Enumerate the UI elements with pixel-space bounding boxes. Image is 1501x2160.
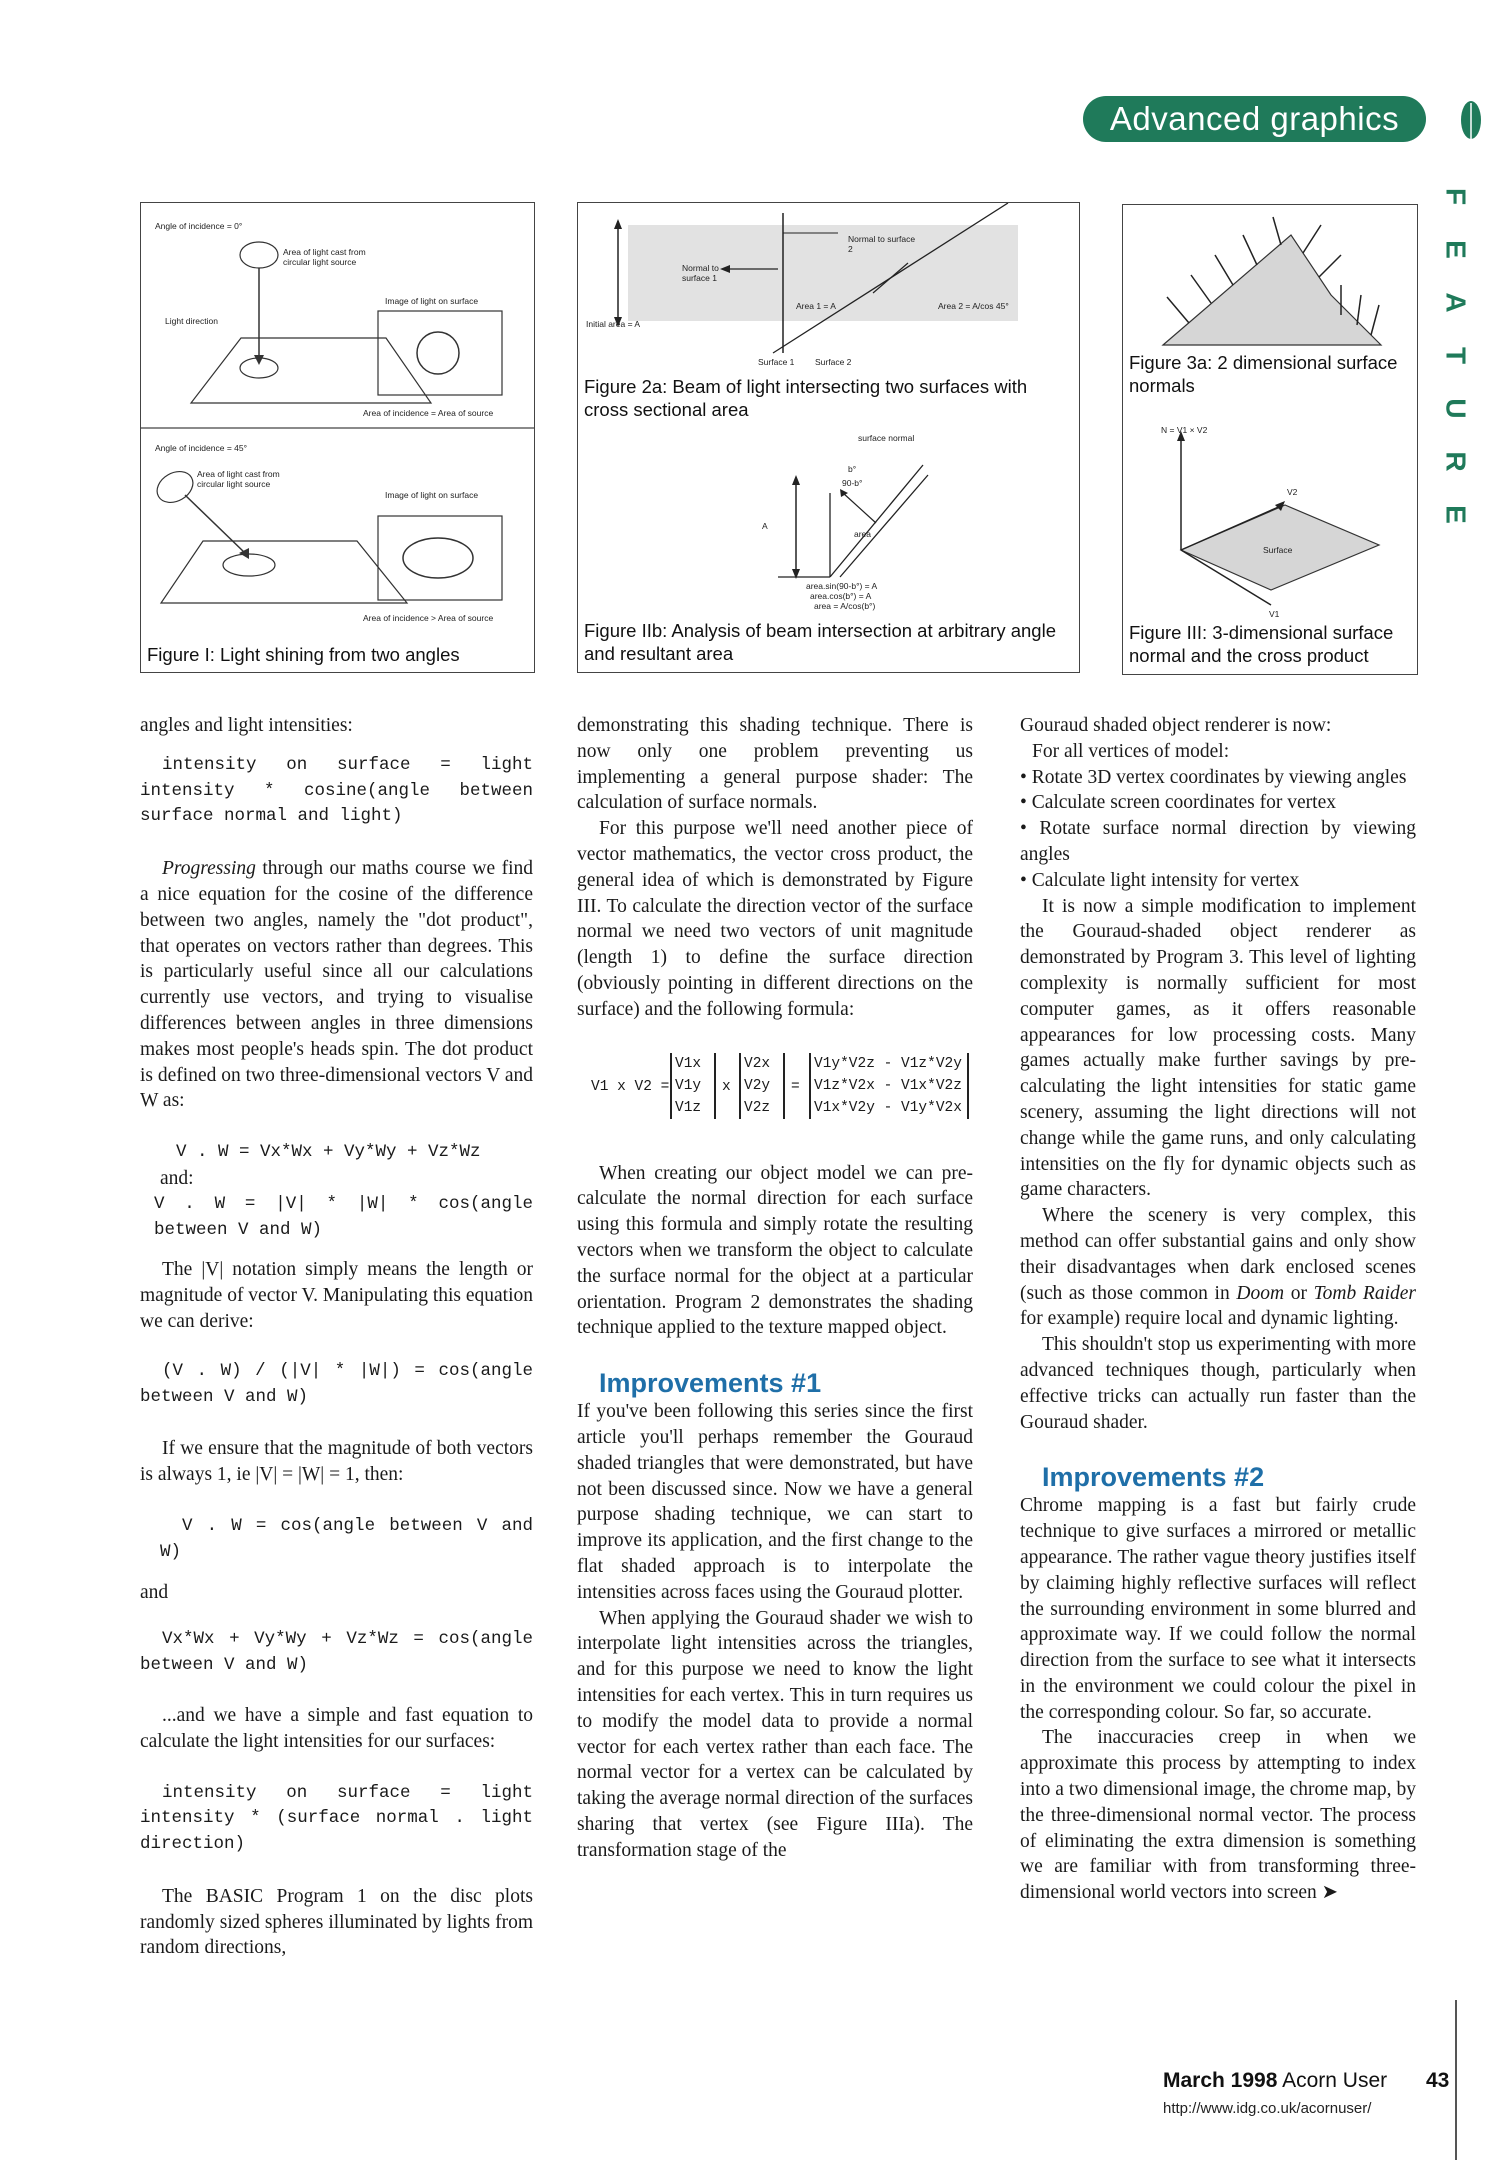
col1-code-3: V . W = |V| * |W| * cos(angle between V and W) <box>154 1193 544 1240</box>
figure-3a-caption: Figure 3a: 2 dimensional surface normals <box>1129 352 1398 396</box>
fig1-image-bottom: Image of light on surface <box>385 490 479 500</box>
footer-issue <box>1163 2069 1387 2093</box>
col1-para-2 <box>140 856 533 1114</box>
figure-3-diagram <box>1123 205 1417 674</box>
col1-code-6: Vx*Wx + Vy*Wy + Vz*Wz = cos(angle between V and W) <box>140 1629 544 1676</box>
col1-code-2: V . W = Vx*Wx + Vy*Wy + Vz*Wz <box>176 1142 481 1163</box>
page-number: 43 <box>1426 2069 1450 2092</box>
formula-eq: = <box>791 1078 800 1095</box>
column-3 <box>1020 713 1416 1906</box>
col3-para-1: Gouraud shaded object renderer is now: <box>1020 715 1332 736</box>
col2-para-3: When creating our object model we can pre-calculate the normal direction for each surface using this formula and simply rotate the resulting vectors when we transform the object to calculate the surface normal for the object at a particular orientation. Program 2 demonstrates the shading technique applied to the texture mapped object. <box>577 1162 973 1339</box>
figure-1-caption: Figure I: Light shining from two angles <box>147 644 460 665</box>
col1-and-2: and <box>140 1581 169 1603</box>
col1-para-4: If we ensure that the magnitude of both vectors is always 1, ie |V| = |W| = 1, then: <box>140 1438 533 1486</box>
formula-v1-x: V1x <box>675 1055 702 1072</box>
footer-rule <box>1455 2000 1457 2160</box>
fig1-area-cast-top: Area of light cast from circular light source <box>283 247 366 267</box>
col1-code-7: intensity on surface = light intensity * (surface normal . light direction) <box>140 1782 544 1855</box>
fig1-angle-0: Angle of incidence = 0° <box>155 221 243 231</box>
fig1-image-top: Image of light on surface <box>385 296 479 306</box>
fig3-n-equals: N = V1 × V2 <box>1161 425 1208 435</box>
fig2b-eq-3: area = A/cos(b°) <box>814 601 876 611</box>
figure-2b-caption: Figure IIb: Analysis of beam intersection at arbitrary angle and resultant area <box>584 620 1056 664</box>
col3-para-5: This shouldn't stop us experimenting with more advanced techniques though, particularly when effective tricks can actually run faster than the Gouraud shader. <box>1020 1334 1416 1433</box>
col3-bullet-4: • Calculate light intensity for vertex <box>1020 869 1300 891</box>
col1-code-5: V . W = cos(angle between V and W) <box>160 1515 544 1562</box>
fig2b-b-angle: b° <box>848 464 857 474</box>
figure-1 <box>140 202 535 673</box>
figure-2 <box>577 202 1080 673</box>
formula-result-matrix <box>809 1053 969 1119</box>
continue-arrow-icon: ➤ <box>1321 1882 1338 1904</box>
fig2b-a: A <box>762 521 768 531</box>
formula-res-y: V1z*V2x - V1x*V2z <box>814 1077 962 1094</box>
col3-para-4-b: for example) require local and dynamic lighting. <box>1020 1308 1399 1330</box>
leaf-icon <box>1456 98 1486 142</box>
col3-para-7 <box>1020 1725 1416 1906</box>
col2-para-2: For this purpose we'll need another piece of vector mathematics, the vector cross product, the general idea of which is demonstrated by Figure III. To calculate the direction vector of the surface normal we need two vectors of unit magnitude (length 1) to define the surface direction (obviously pointing in different directions on the surface) and the following formula: <box>577 818 973 1020</box>
formula-x: x <box>722 1078 731 1095</box>
col1-para-3: The |V| notation simply means the length or magnitude of vector V. Manipulating this equation we can derive: <box>140 1259 534 1332</box>
formula-v2-matrix <box>739 1053 785 1119</box>
col1-para-5: ...and we have a simple and fast equation to calculate the light intensities for our surfaces: <box>140 1704 533 1752</box>
fig2b-area: area <box>854 529 872 539</box>
fig3-v2: V2 <box>1287 487 1298 497</box>
fig2a-normal-1: Normal to surface 1 <box>682 263 719 283</box>
formula-res-x: V1y*V2z - V1z*V2y <box>814 1055 962 1072</box>
fig1-inequality: Area of incidence > Area of source <box>363 613 494 623</box>
col3-para-7-text: The inaccuracies creep in when we approximate this process by attempting to index into a two dimensional image, the chrome map, by the three-dimensional normal vector. The process of eliminating the extra dimension is something we are familiar with from transforming three-dimensional world vectors into screen <box>1020 1727 1416 1904</box>
col3-para-3: It is now a simple modification to implement the Gouraud-shaded object renderer as demonstrated by Program 3. This level of lighting complexity is normally sufficient for most computer games, as it offers reasonable appearances for low processing costs. Many games actually make further savings by pre-calculating the light intensities for static game scenery, assuming the light directions will not change while the game runs, and only calculating intensities on the fly for dynamic objects such as game characters. <box>1020 895 1416 1201</box>
fig2a-area-2: Area 2 = A/cos 45° <box>938 301 1009 311</box>
figure-3 <box>1122 204 1418 675</box>
fig1-angle-45: Angle of incidence = 45° <box>155 443 248 453</box>
fig2a-surface-1: Surface 1 <box>758 357 795 367</box>
fig1-area-cast-bottom: Area of light cast from circular light source <box>197 469 280 489</box>
cross-product-formula <box>577 1043 973 1135</box>
column-1 <box>140 713 544 1961</box>
footer-url[interactable]: http://www.idg.co.uk/acornuser/ <box>1163 2100 1372 2117</box>
fig2a-area-1: Area 1 = A <box>796 301 836 311</box>
fig2b-90-b: 90-b° <box>842 478 863 488</box>
figure-2a-caption: Figure 2a: Beam of light intersecting two surfaces with cross sectional area <box>584 376 1028 420</box>
section-title: Advanced graphics <box>1083 96 1426 142</box>
fig3-surface: Surface <box>1263 545 1293 555</box>
fig1-equality: Area of incidence = Area of source <box>363 408 494 418</box>
col2-para-4: If you've been following this series since the first article you'll perhaps remember the Gouraud shaded triangles that were demonstrated, but have not been discussed since. Now we have a general purpose shading technique, we can start to improve its application, and the first change to the flat shaded approach is to interpolate the intensities across faces using the Gouraud plotter. <box>577 1401 973 1603</box>
col3-or: or <box>1284 1282 1314 1304</box>
fig2b-eq-2: area.cos(b°) = A <box>810 591 872 601</box>
col3-tomb-raider: Tomb Raider <box>1313 1282 1416 1304</box>
col3-para-4 <box>1020 1203 1416 1332</box>
col1-code-1: intensity on surface = light intensity * cosine(angle between surface normal and light) <box>140 754 544 827</box>
feature-label: F E A T U R E <box>1440 187 1472 524</box>
col1-code-4: (V . W) / (|V| * |W|) = cos(angle between V and W) <box>140 1360 544 1407</box>
fig2b-eq-1: area.sin(90-b°) = A <box>806 581 878 591</box>
col1-para-6: The BASIC Program 1 on the disc plots randomly sized spheres illuminated by lights from random directions, <box>140 1885 533 1959</box>
footer-date: March 1998 <box>1163 2069 1278 2092</box>
figure-3-caption: Figure III: 3-dimensional surface normal and the cross product <box>1129 622 1394 666</box>
figure-1-diagram <box>141 203 534 672</box>
formula-v1-y: V1y <box>675 1077 702 1094</box>
formula-v1-matrix <box>670 1053 716 1119</box>
improvements-1-heading: Improvements #1 <box>599 1368 822 1399</box>
col3-bullet-1: • Rotate 3D vertex coordinates by viewing angles <box>1020 766 1407 788</box>
footer-magazine: Acorn User <box>1282 2069 1388 2092</box>
formula-v2-z: V2z <box>744 1099 771 1116</box>
column-2 <box>577 713 973 1863</box>
col2-para-1: demonstrating this shading technique. There is now only one problem preventing us implementing a general purpose shader: The calculation of surface normals. <box>577 715 973 814</box>
col3-doom: Doom <box>1236 1282 1285 1304</box>
formula-lhs: V1 x V2 = <box>591 1078 670 1095</box>
fig1-light-direction: Light direction <box>165 316 218 326</box>
col1-para-2-text: through our maths course we find a nice equation for the cosine of the difference between two angles, namely the "dot product", that operates on vectors rather than degrees. This is particularly useful since all our calculations currently use vectors, and trying to visualise differences between angles in three dimensions makes most people's heads spin. The dot product is defined on two three-dimensional vectors V and W as: <box>140 858 533 1112</box>
col2-para-5: When applying the Gouraud shader we wish to interpolate light intensities across the triangles, and for this purpose we need to know the light intensities for each vertex. This in turn requires us to modify the model data to provide a normal vector for each vertex rather than each face. The normal vector for a vertex can be calculated by taking the average normal direction of the surfaces sharing that vertex (see Figure IIIa). The transformation stage of the <box>577 1607 973 1861</box>
col1-para-1: angles and light intensities: <box>140 715 353 736</box>
fig2b-surface-normal: surface normal <box>858 433 915 443</box>
fig2a-surface-2: Surface 2 <box>815 357 852 367</box>
formula-v2-x: V2x <box>744 1055 771 1072</box>
fig2a-initial-area: Initial area = A <box>586 319 641 329</box>
col3-para-2: For all vertices of model: <box>1032 740 1230 762</box>
improvements-2-heading: Improvements #2 <box>1042 1462 1265 1493</box>
col1-and-1: and: <box>160 1167 194 1189</box>
fig3-v1: V1 <box>1269 609 1280 619</box>
col3-para-6: Chrome mapping is a fast but fairly crude technique to give surfaces a mirrored or metallic appearance. The rather vague theory justifies itself by claiming highly reflective surfaces will reflect the surrounding environment in some blurred and approximate way. If we could follow the normal direction from the surface to see what it intersects in the environment we could colour the pixel in the corresponding colour. So far, so accurate. <box>1020 1495 1416 1723</box>
col3-para-4-a: Where the scenery is very complex, this method can offer substantial gains and only show their disadvantages when dark enclosed scenes (such as those common in <box>1020 1205 1416 1304</box>
col3-bullet-3: • Rotate surface normal direction by viewing angles <box>1020 818 1416 865</box>
formula-v2-y: V2y <box>744 1077 771 1094</box>
fig2a-normal-2: Normal to surface 2 <box>848 234 916 254</box>
col1-para-2-em: Progressing <box>162 858 256 880</box>
col3-bullet-2: • Calculate screen coordinates for vertex <box>1020 792 1336 814</box>
formula-v1-z: V1z <box>675 1099 702 1116</box>
formula-res-z: V1x*V2y - V1y*V2x <box>814 1099 962 1116</box>
